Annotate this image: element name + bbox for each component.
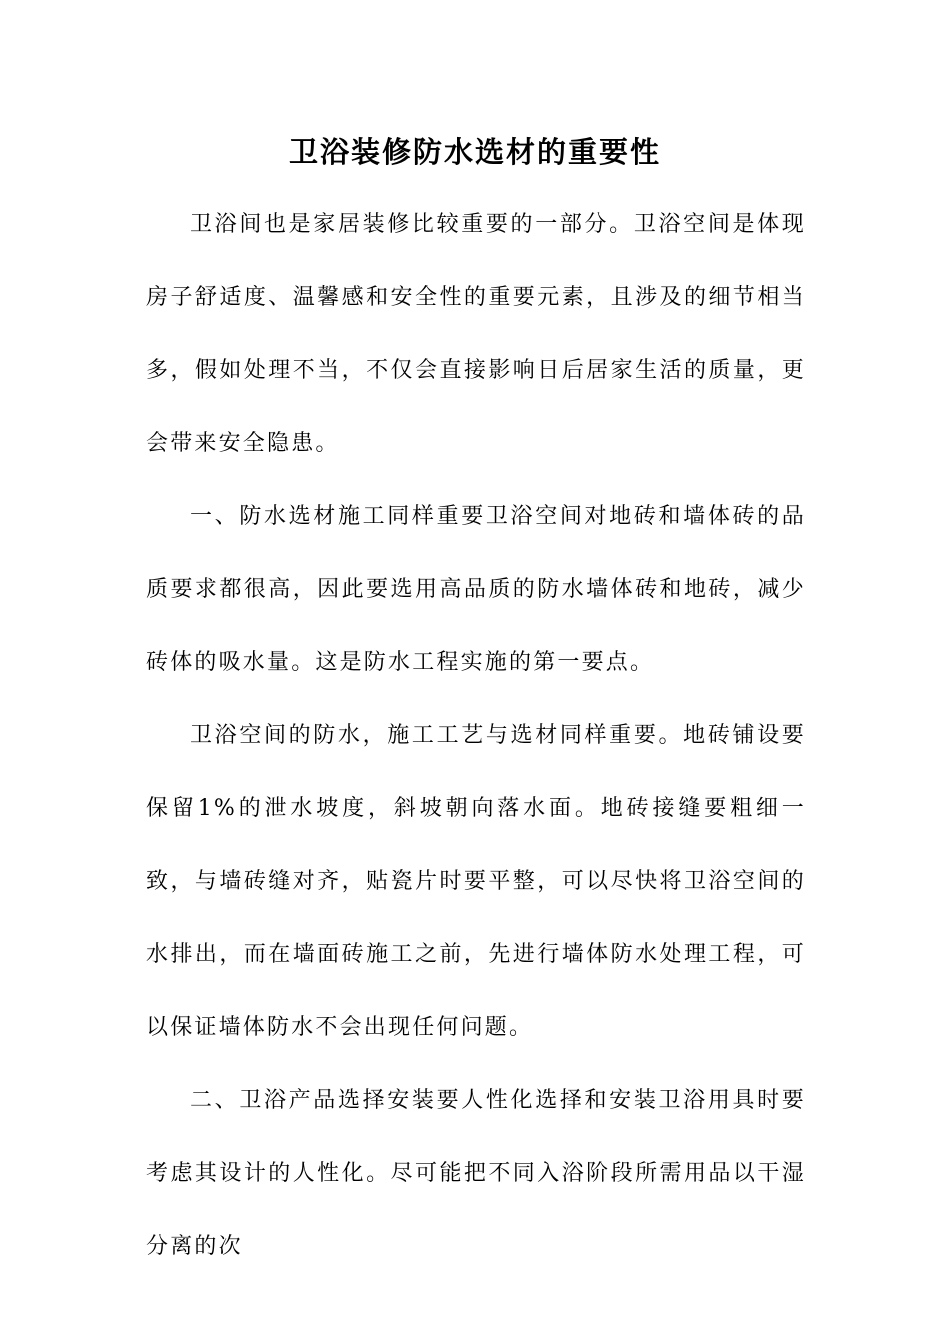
paragraph-section-1: 一、防水选材施工同样重要卫浴空间对地砖和墙体砖的品质要求都很高，因此要选用高品质的防水墙体砖和地砖，减少砖体的吸水量。这是防水工程实施的第一要点。 (146, 504, 806, 675)
document-title: 卫浴装修防水选材的重要性 (288, 135, 661, 169)
paragraph-construction: 卫浴空间的防水，施工工艺与选材同样重要。地砖铺设要保留1%的泄水坡度，斜坡朝向落水面。地砖接缝要粗细一致，与墙砖缝对齐，贴瓷片时要平整，可以尽快将卫浴空间的水排出，而在墙面砖施工之前，先进行墙体防水处理工程，可以保证墙体防水不会出现任何问题。 (146, 723, 806, 1040)
paragraph-intro: 卫浴间也是家居装修比较重要的一部分。卫浴空间是体现房子舒适度、温馨感和安全性的重要元素，且涉及的细节相当多，假如处理不当，不仅会直接影响日后居家生活的质量，更会带来安全隐患。 (146, 212, 806, 456)
document-body (146, 188, 806, 1283)
paragraph-section-2: 二、卫浴产品选择安装要人性化选择和安装卫浴用具时要考虑其设计的人性化。尽可能把不同入浴阶段所需用品以干湿分离的次 (146, 1088, 806, 1259)
